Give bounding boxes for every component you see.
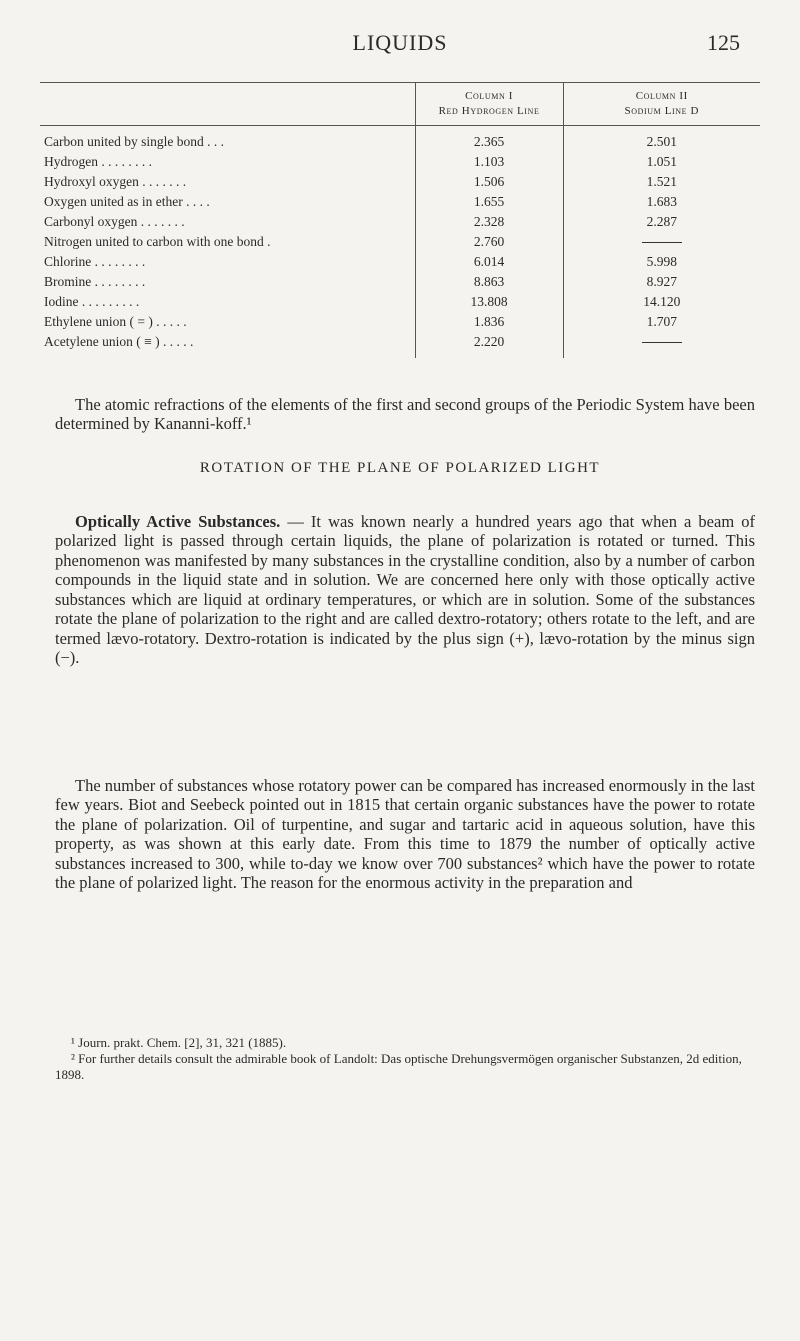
table-row — [40, 232, 760, 252]
value-column-ii: 5.998 — [563, 252, 760, 272]
value-column-ii: 1.051 — [563, 152, 760, 172]
value-column-i: 2.760 — [415, 232, 563, 252]
row-label: Ethylene union ( = ) . . . . . — [44, 314, 187, 329]
row-label: Nitrogen united to carbon with one bond . — [44, 234, 271, 249]
row-label: Oxygen united as in ether . . . . — [44, 194, 210, 209]
atomic-refraction-table — [40, 82, 800, 358]
column-ii-subtitle: Sodium Line D — [624, 105, 700, 117]
column-ii-header — [563, 83, 760, 126]
row-label: Bromine . . . . . . . . — [44, 274, 146, 289]
value-column-ii: 1.683 — [563, 192, 760, 212]
column-i-subtitle: Red Hydrogen Line — [438, 105, 540, 117]
value-column-ii: 1.521 — [563, 172, 760, 192]
table-row — [40, 252, 760, 272]
value-column-i: 1.103 — [415, 152, 563, 172]
value-column-ii: 2.501 — [563, 126, 760, 153]
running-title: LIQUIDS — [352, 30, 448, 55]
value-column-i: 6.014 — [415, 252, 563, 272]
row-label: Acetylene union ( ≡ ) . . . . . — [44, 334, 194, 349]
value-column-ii: 8.927 — [563, 272, 760, 292]
table-row — [40, 192, 760, 212]
value-column-i: 13.808 — [415, 292, 563, 312]
row-label: Carbon united by single bond . . . — [44, 134, 224, 149]
paragraph-optically-active — [55, 512, 755, 668]
column-ii-title: Column II — [635, 90, 688, 102]
row-label: Iodine . . . . . . . . . — [44, 294, 140, 309]
value-column-i: 1.506 — [415, 172, 563, 192]
empty-dash — [642, 342, 682, 343]
table-row — [40, 152, 760, 172]
value-column-i: 2.328 — [415, 212, 563, 232]
table-row — [40, 272, 760, 292]
table-row — [40, 312, 760, 332]
table-row — [40, 292, 760, 312]
empty-dash — [642, 242, 682, 243]
row-label: Hydrogen . . . . . . . . — [44, 154, 152, 169]
table-row — [40, 212, 760, 232]
footnote: ¹ Journ. prakt. Chem. [2], 31, 321 (1885). — [71, 1035, 287, 1050]
column-i-header — [415, 83, 563, 126]
value-column-i: 1.836 — [415, 312, 563, 332]
value-column-i: 8.863 — [415, 272, 563, 292]
value-column-ii: 14.120 — [563, 292, 760, 312]
table-header-blank — [40, 83, 415, 126]
table-row — [40, 332, 760, 358]
table-row — [40, 126, 760, 153]
section-heading: ROTATION OF THE PLANE OF POLARIZED LIGHT — [199, 460, 601, 476]
value-column-ii-empty — [563, 332, 760, 358]
footnote: ² For further details consult the admirable book of Landolt: Das optische Drehungsvermögen organischer Substanzen, 2d edition, 1898. — [55, 1051, 742, 1082]
row-label: Carbonyl oxygen . . . . . . . — [44, 214, 185, 229]
paragraph-rotatory-power: The number of substances whose rotatory power can be compared has increased enormously in the last few years. Biot and Seebeck pointed out in 1815 that certain organic substances have the power to rotate the plane of polarization. Oil of turpentine, and sugar and tartaric acid in aqueous solution, have this property, as was shown at this early date. From this time to 1879 the number of optically active substances increased to 300, while to-day we know over 700 substances² which have the power to rotate the plane of polarized light. The reason for the enormous activity in the preparation and — [55, 775, 755, 892]
column-i-title: Column I — [465, 90, 513, 102]
value-column-i: 1.655 — [415, 192, 563, 212]
value-column-ii: 1.707 — [563, 312, 760, 332]
footnotes — [55, 1035, 755, 1083]
page-number: 125 — [707, 30, 740, 55]
paragraph-atomic-refractions: The atomic refractions of the elements of the first and second groups of the Periodic System have been determined by Kananni-koff.¹ — [55, 394, 755, 433]
page-header — [60, 30, 740, 60]
paragraph-body: — It was known nearly a hundred years ago that when a beam of polarized light is passed through certain liquids, the plane of polarization is rotated or turned. This phenomenon was manifested by many substances in the crystalline condition, also by a number of carbon compounds in the liquid state and in solution. We are concerned here only with those optically active substances which are liquid at ordinary temperatures, or which are in solution. Some of the substances rotate the plane of polarization to the right and are called dextro-rotatory; others rotate to the left, and are termed lævo-rotatory. Dextro-rotation is indicated by the plus sign (+), lævo-rotation by the minus sign (−). — [55, 511, 755, 667]
value-column-i: 2.365 — [415, 126, 563, 153]
row-label: Chlorine . . . . . . . . — [44, 254, 146, 269]
paragraph-lead: Optically Active Substances. — [75, 511, 281, 531]
table-row — [40, 172, 760, 192]
value-column-i: 2.220 — [415, 332, 563, 358]
row-label: Hydroxyl oxygen . . . . . . . — [44, 174, 187, 189]
value-column-ii: 2.287 — [563, 212, 760, 232]
value-column-ii-empty — [563, 232, 760, 252]
